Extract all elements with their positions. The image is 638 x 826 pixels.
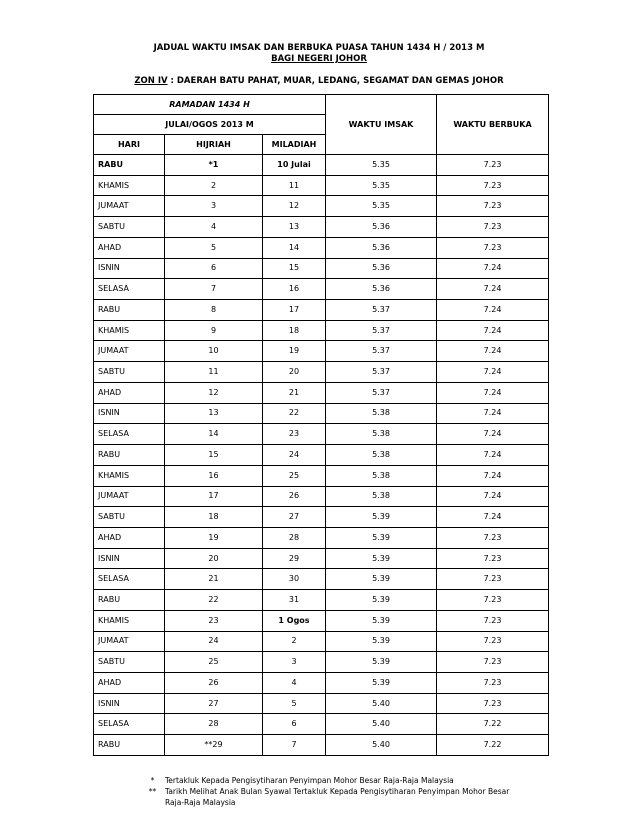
footnotes [140,775,515,808]
table-row [94,217,549,238]
table-row [94,258,549,279]
berbuka-cell: 7.23 [437,631,549,652]
hijriah-cell: 14 [165,424,263,445]
berbuka-cell: 7.23 [437,652,549,673]
imsak-cell: 5.38 [326,486,437,507]
imsak-cell: 5.39 [326,527,437,548]
berbuka-cell: 7.23 [437,569,549,590]
imsak-cell: 5.37 [326,300,437,321]
miladiah-cell: 11 [263,175,326,196]
berbuka-cell: 7.24 [437,320,549,341]
table-row [94,507,549,528]
day-cell: SELASA [94,424,165,445]
imsak-cell: 5.37 [326,362,437,383]
table-row [94,445,549,466]
miladiah-cell: 30 [263,569,326,590]
hijriah-cell: *1 [165,155,263,176]
miladiah-cell: 26 [263,486,326,507]
day-cell: ISNIN [94,258,165,279]
table-row [94,569,549,590]
table-row [94,486,549,507]
imsak-cell: 5.35 [326,175,437,196]
miladiah-cell: 13 [263,217,326,238]
hijriah-cell: 3 [165,196,263,217]
miladiah-cell: 27 [263,507,326,528]
miladiah-cell: 19 [263,341,326,362]
hijriah-cell: 26 [165,672,263,693]
imsak-cell: 5.35 [326,155,437,176]
hijriah-cell: 11 [165,362,263,383]
hijriah-cell: **29 [165,735,263,756]
miladiah-cell: 22 [263,403,326,424]
berbuka-cell: 7.23 [437,217,549,238]
table-row [94,465,549,486]
table-row [94,631,549,652]
imsak-cell: 5.40 [326,714,437,735]
miladiah-cell: 6 [263,714,326,735]
berbuka-cell: 7.24 [437,300,549,321]
table-row [94,527,549,548]
berbuka-header: WAKTU BERBUKA [437,95,549,155]
imsak-cell: 5.37 [326,382,437,403]
imsak-cell: 5.39 [326,507,437,528]
table-row [94,196,549,217]
miladiah-cell: 20 [263,362,326,383]
miladiah-cell: 16 [263,279,326,300]
footnote-marker: ** [148,787,157,796]
imsak-cell: 5.40 [326,735,437,756]
imsak-cell: 5.37 [326,341,437,362]
berbuka-cell: 7.24 [437,403,549,424]
imsak-cell: 5.39 [326,610,437,631]
hijriah-cell: 15 [165,445,263,466]
miladiah-cell: 10 Julai [263,155,326,176]
day-cell: AHAD [94,382,165,403]
berbuka-cell: 7.23 [437,672,549,693]
table-row [94,735,549,756]
imsak-cell: 5.38 [326,465,437,486]
table-row [94,610,549,631]
hijriah-cell: 12 [165,382,263,403]
imsak-cell: 5.39 [326,652,437,673]
imsak-cell: 5.38 [326,403,437,424]
berbuka-cell: 7.24 [437,258,549,279]
document-title: JADUAL WAKTU IMSAK DAN BERBUKA PUASA TAHUN 1434 H / 2013 M [153,43,485,53]
day-cell: ISNIN [94,548,165,569]
hijriah-cell: 16 [165,465,263,486]
hijriah-cell: 2 [165,175,263,196]
day-cell: SABTU [94,217,165,238]
miladiah-header: MILADIAH [263,135,326,155]
berbuka-cell: 7.23 [437,155,549,176]
day-cell: RABU [94,590,165,611]
miladiah-cell: 3 [263,652,326,673]
footnote-1 [140,775,515,786]
berbuka-cell: 7.24 [437,445,549,466]
imsak-header: WAKTU IMSAK [326,95,437,155]
imsak-cell: 5.38 [326,424,437,445]
berbuka-cell: 7.24 [437,362,549,383]
day-cell: SABTU [94,362,165,383]
hijriah-cell: 18 [165,507,263,528]
berbuka-cell: 7.23 [437,237,549,258]
day-cell: SELASA [94,569,165,590]
imsak-cell: 5.37 [326,320,437,341]
table-row [94,403,549,424]
miladiah-cell: 17 [263,300,326,321]
imsak-cell: 5.39 [326,590,437,611]
table-row [94,279,549,300]
day-cell: KHAMIS [94,465,165,486]
berbuka-cell: 7.23 [437,590,549,611]
day-cell: SELASA [94,279,165,300]
day-cell: JUMAAT [94,196,165,217]
hijriah-cell: 5 [165,237,263,258]
miladiah-cell: 25 [263,465,326,486]
table-row [94,693,549,714]
hijriah-cell: 7 [165,279,263,300]
miladiah-cell: 1 Ogos [263,610,326,631]
day-cell: SELASA [94,714,165,735]
day-cell: JUMAAT [94,341,165,362]
hijriah-cell: 13 [165,403,263,424]
hijriah-cell: 6 [165,258,263,279]
hijriah-cell: 27 [165,693,263,714]
miladiah-cell: 24 [263,445,326,466]
imsak-cell: 5.35 [326,196,437,217]
table-row [94,155,549,176]
zone-text: : DAERAH BATU PAHAT, MUAR, LEDANG, SEGAMAT DAN GEMAS JOHOR [167,76,504,86]
berbuka-cell: 7.23 [437,527,549,548]
day-cell: RABU [94,445,165,466]
berbuka-cell: 7.24 [437,465,549,486]
zone-line [0,76,638,86]
table-row [94,652,549,673]
berbuka-cell: 7.23 [437,610,549,631]
table-row [94,320,549,341]
hari-header: HARI [94,135,165,155]
imsak-cell: 5.40 [326,693,437,714]
berbuka-cell: 7.24 [437,382,549,403]
berbuka-cell: 7.23 [437,196,549,217]
document-subtitle: BAGI NEGERI JOHOR [271,54,367,64]
berbuka-cell: 7.22 [437,714,549,735]
imsak-cell: 5.39 [326,548,437,569]
berbuka-cell: 7.23 [437,693,549,714]
table-row [94,300,549,321]
footnote-text: Tarikh Melihat Anak Bulan Syawal Tertakluk Kepada Pengisytiharan Penyimpan Mohor Besar Raja-Raja Malaysia [165,787,510,807]
day-cell: AHAD [94,237,165,258]
miladiah-cell: 31 [263,590,326,611]
imsak-cell: 5.36 [326,217,437,238]
imsak-cell: 5.39 [326,631,437,652]
day-cell: SABTU [94,507,165,528]
day-cell: AHAD [94,527,165,548]
hijriah-cell: 24 [165,631,263,652]
berbuka-cell: 7.23 [437,548,549,569]
day-cell: KHAMIS [94,610,165,631]
day-cell: ISNIN [94,403,165,424]
day-cell: ISNIN [94,693,165,714]
table-row [94,341,549,362]
table-row [94,237,549,258]
berbuka-cell: 7.23 [437,175,549,196]
table-row [94,714,549,735]
table-row [94,548,549,569]
imsak-cell: 5.38 [326,445,437,466]
footnote-marker: * [150,776,155,785]
table-row [94,175,549,196]
berbuka-cell: 7.22 [437,735,549,756]
day-cell: RABU [94,735,165,756]
hijriah-cell: 9 [165,320,263,341]
hijriah-cell: 17 [165,486,263,507]
schedule-table [93,94,549,756]
hijriah-cell: 20 [165,548,263,569]
month-header: JULAI/OGOS 2013 M [94,115,326,135]
hijriah-cell: 19 [165,527,263,548]
hijriah-cell: 8 [165,300,263,321]
table-row [94,424,549,445]
hijriah-cell: 28 [165,714,263,735]
table-row [94,382,549,403]
day-cell: KHAMIS [94,175,165,196]
berbuka-cell: 7.24 [437,486,549,507]
miladiah-cell: 21 [263,382,326,403]
day-cell: RABU [94,155,165,176]
imsak-cell: 5.36 [326,237,437,258]
table-row [94,362,549,383]
hijriah-cell: 23 [165,610,263,631]
berbuka-cell: 7.24 [437,341,549,362]
miladiah-cell: 4 [263,672,326,693]
berbuka-cell: 7.24 [437,424,549,445]
miladiah-cell: 23 [263,424,326,445]
miladiah-cell: 2 [263,631,326,652]
footnote-text: Tertakluk Kepada Pengisytiharan Penyimpan Mohor Besar Raja-Raja Malaysia [165,776,454,785]
hijriah-cell: 25 [165,652,263,673]
ramadan-header: RAMADAN 1434 H [94,95,326,115]
berbuka-cell: 7.24 [437,507,549,528]
miladiah-cell: 12 [263,196,326,217]
miladiah-cell: 29 [263,548,326,569]
zone-label: ZON IV [134,76,168,86]
day-cell: RABU [94,300,165,321]
imsak-cell: 5.36 [326,279,437,300]
day-cell: AHAD [94,672,165,693]
footnote-2 [140,786,515,808]
table-row [94,672,549,693]
hijriah-cell: 22 [165,590,263,611]
hijriah-cell: 10 [165,341,263,362]
berbuka-cell: 7.24 [437,279,549,300]
table-row [94,590,549,611]
day-cell: SABTU [94,652,165,673]
miladiah-cell: 28 [263,527,326,548]
day-cell: JUMAAT [94,486,165,507]
imsak-cell: 5.39 [326,672,437,693]
miladiah-cell: 15 [263,258,326,279]
imsak-cell: 5.39 [326,569,437,590]
imsak-cell: 5.36 [326,258,437,279]
hijriah-header: HIJRIAH [165,135,263,155]
miladiah-cell: 14 [263,237,326,258]
miladiah-cell: 18 [263,320,326,341]
day-cell: JUMAAT [94,631,165,652]
day-cell: KHAMIS [94,320,165,341]
hijriah-cell: 21 [165,569,263,590]
miladiah-cell: 7 [263,735,326,756]
hijriah-cell: 4 [165,217,263,238]
miladiah-cell: 5 [263,693,326,714]
